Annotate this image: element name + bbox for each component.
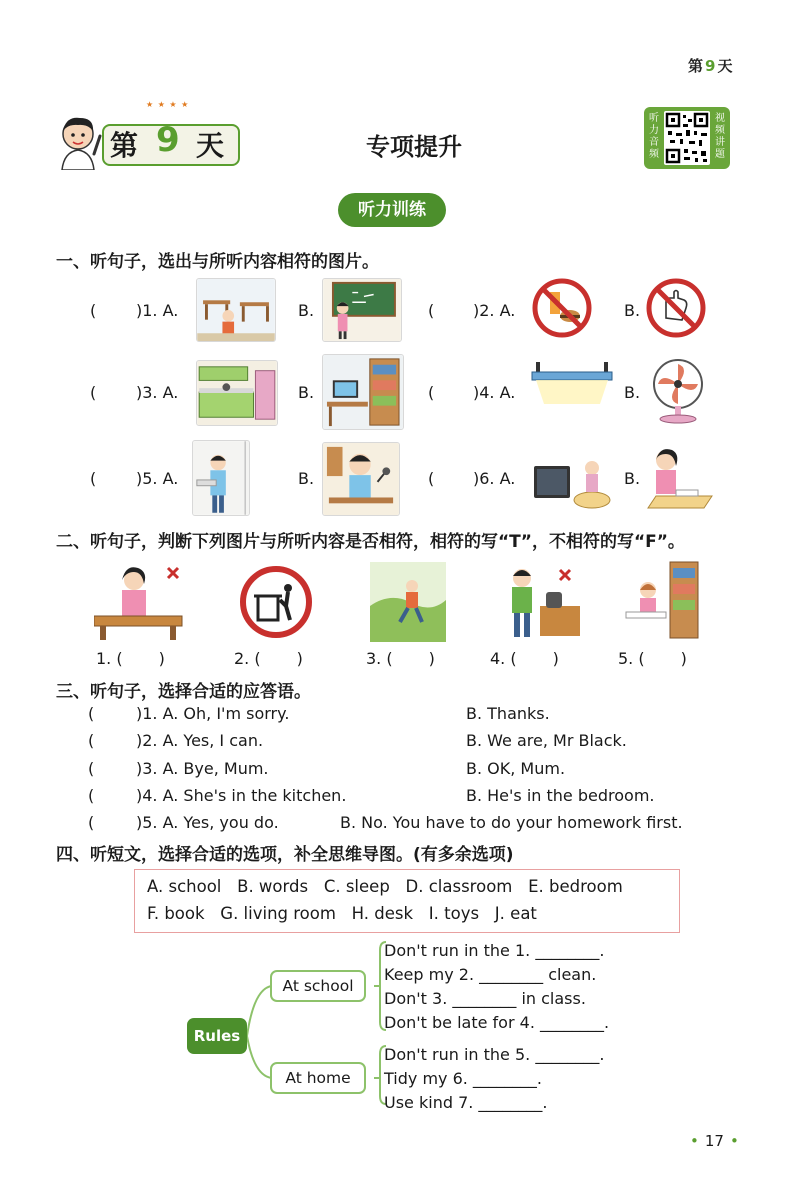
judge-3-open: 3. ( [366, 649, 393, 668]
day-badge-prefix: 第 [110, 129, 139, 162]
listening-training-pill: 听力训练 [338, 193, 446, 227]
paren-close: ) [473, 469, 480, 488]
classroom-desks-picture[interactable] [196, 278, 276, 342]
answer-paren-open: ( [88, 786, 95, 805]
options-row-1: A. school B. words C. sleep D. classroom E. bedroom [147, 877, 623, 896]
section1-heading: 一、听句子，选出与所听内容相符的图片。 [56, 252, 379, 272]
answer-paren-open: ( [428, 301, 435, 320]
question-label [136, 383, 178, 402]
answer-paren-open: ( [90, 383, 97, 402]
blackboard-girl-picture[interactable] [322, 278, 402, 342]
section2-heading: 二、听句子，判断下列图片与所听内容是否相符，相符的写“T”，不相符的写“F”。 [56, 532, 685, 552]
judge-5-close: ) [680, 649, 687, 668]
school-rule-1: Don't run in the 1. ________. [384, 941, 605, 960]
paren-close: ) [473, 383, 480, 402]
girl-reading-picture[interactable] [620, 560, 700, 642]
page-number: • 17 • [690, 1132, 739, 1150]
q1-a-label: 1. A. [142, 301, 179, 320]
qr-left-label: 听力音频 [649, 113, 659, 160]
girl-writing-picture[interactable] [646, 446, 716, 512]
paren-close: ) [473, 301, 480, 320]
branch-at-home: At home [270, 1062, 366, 1094]
day-badge-suffix: 天 [196, 129, 225, 162]
day-badge [60, 100, 240, 168]
judge-4-open: 4. ( [490, 649, 517, 668]
paren-close: ) [136, 469, 143, 488]
corner-day-suffix: 天 [717, 57, 733, 75]
boy-washing-hands-picture[interactable] [192, 440, 250, 516]
kitchen-picture[interactable] [196, 360, 278, 426]
judge-1-close: ) [158, 649, 165, 668]
school-rule-2: Keep my 2. ________ clean. [384, 965, 597, 984]
home-rule-7: Use kind 7. ________. [384, 1093, 548, 1112]
no-littering-sign-picture[interactable] [240, 566, 312, 638]
day-badge-number: 9 [156, 120, 180, 160]
boy-with-kettle-picture[interactable] [500, 562, 584, 642]
electric-fan-picture[interactable] [646, 358, 710, 424]
study-room-picture[interactable] [322, 354, 404, 430]
reply-4-a: )4. A. She's in the kitchen. [136, 786, 347, 805]
girl-at-desk-picture[interactable] [94, 562, 186, 642]
reply-1-b: B. Thanks. [466, 704, 550, 723]
corner-day-prefix: 第 [688, 57, 704, 75]
corner-day-number: 9 [705, 57, 716, 75]
q4-b-label: B. [624, 383, 641, 402]
no-food-sign-picture[interactable] [532, 278, 592, 338]
ceiling-light-picture[interactable] [530, 360, 614, 406]
section3-heading: 三、听句子，选择合适的应答语。 [56, 682, 311, 702]
question-label [473, 301, 515, 320]
judge-2-open: 2. ( [234, 649, 261, 668]
answer-paren-open: ( [88, 704, 95, 723]
judge-2-label [234, 649, 303, 668]
corner-day-label [688, 55, 732, 76]
reply-5-a: )5. A. Yes, you do. [136, 813, 279, 832]
judge-2-close: ) [296, 649, 303, 668]
judge-1-open: 1. ( [96, 649, 123, 668]
answer-paren-open: ( [90, 469, 97, 488]
q3-b-label: B. [298, 383, 315, 402]
reply-5-b: B. No. You have to do your homework first. [340, 813, 683, 832]
question-label [473, 469, 515, 488]
question-label [136, 301, 178, 320]
reply-1-a: )1. A. Oh, I'm sorry. [136, 704, 290, 723]
school-rule-4: Don't be late for 4. ________. [384, 1013, 610, 1032]
question-label [136, 469, 178, 488]
q4-a-label: 4. A. [479, 383, 516, 402]
judge-5-label [618, 649, 687, 668]
page-title: 专项提升 [366, 133, 462, 161]
judge-5-open: 5. ( [618, 649, 645, 668]
paren-close: ) [136, 383, 143, 402]
watching-tv-picture[interactable] [532, 452, 612, 510]
answer-paren-open: ( [428, 469, 435, 488]
student-mascot-icon [54, 114, 104, 170]
q2-a-label: 2. A. [479, 301, 516, 320]
reply-3-a: )3. A. Bye, Mum. [136, 759, 269, 778]
branch-at-school: At school [270, 970, 366, 1002]
q1-b-label: B. [298, 301, 315, 320]
question-label [473, 383, 515, 402]
qr-right-label: 视频讲题 [715, 113, 725, 160]
qr-code-icon[interactable] [664, 111, 710, 165]
q6-b-label: B. [624, 469, 641, 488]
answer-paren-open: ( [88, 813, 95, 832]
reply-2-b: B. We are, Mr Black. [466, 731, 627, 750]
reply-2-a: )2. A. Yes, I can. [136, 731, 264, 750]
judge-3-close: ) [428, 649, 435, 668]
no-touching-sign-picture[interactable] [646, 278, 706, 338]
paren-close: ) [136, 301, 143, 320]
q3-a-label: 3. A. [142, 383, 179, 402]
judge-4-close: ) [552, 649, 559, 668]
home-rule-6: Tidy my 6. ________. [384, 1069, 543, 1088]
home-rule-5: Don't run in the 5. ________. [384, 1045, 605, 1064]
boy-running-park-picture[interactable] [370, 562, 446, 642]
page-number-value: 17 [704, 1132, 724, 1150]
badge-tagline-decor: ★ ★ ★ ★ [146, 100, 190, 109]
reply-4-b: B. He's in the bedroom. [466, 786, 655, 805]
q2-b-label: B. [624, 301, 641, 320]
judge-1-label [96, 649, 165, 668]
answer-paren-open: ( [88, 759, 95, 778]
q5-a-label: 5. A. [142, 469, 179, 488]
judge-4-label [490, 649, 559, 668]
mind-map-root: Rules [187, 1018, 247, 1054]
answer-paren-open: ( [88, 731, 95, 750]
options-box [134, 869, 680, 933]
qr-code-panel[interactable] [644, 107, 730, 169]
section4-heading: 四、听短文，选择合适的选项，补全思维导图。(有多余选项) [56, 845, 514, 865]
options-row-2: F. book G. living room H. desk I. toys J. eat [147, 904, 537, 923]
q5-b-label: B. [298, 469, 315, 488]
answer-paren-open: ( [428, 383, 435, 402]
q6-a-label: 6. A. [479, 469, 516, 488]
answer-paren-open: ( [90, 301, 97, 320]
reply-3-b: B. OK, Mum. [466, 759, 566, 778]
boy-at-desk-picture[interactable] [322, 442, 400, 516]
judge-3-label [366, 649, 435, 668]
school-rule-3: Don't 3. ________ in class. [384, 989, 586, 1008]
